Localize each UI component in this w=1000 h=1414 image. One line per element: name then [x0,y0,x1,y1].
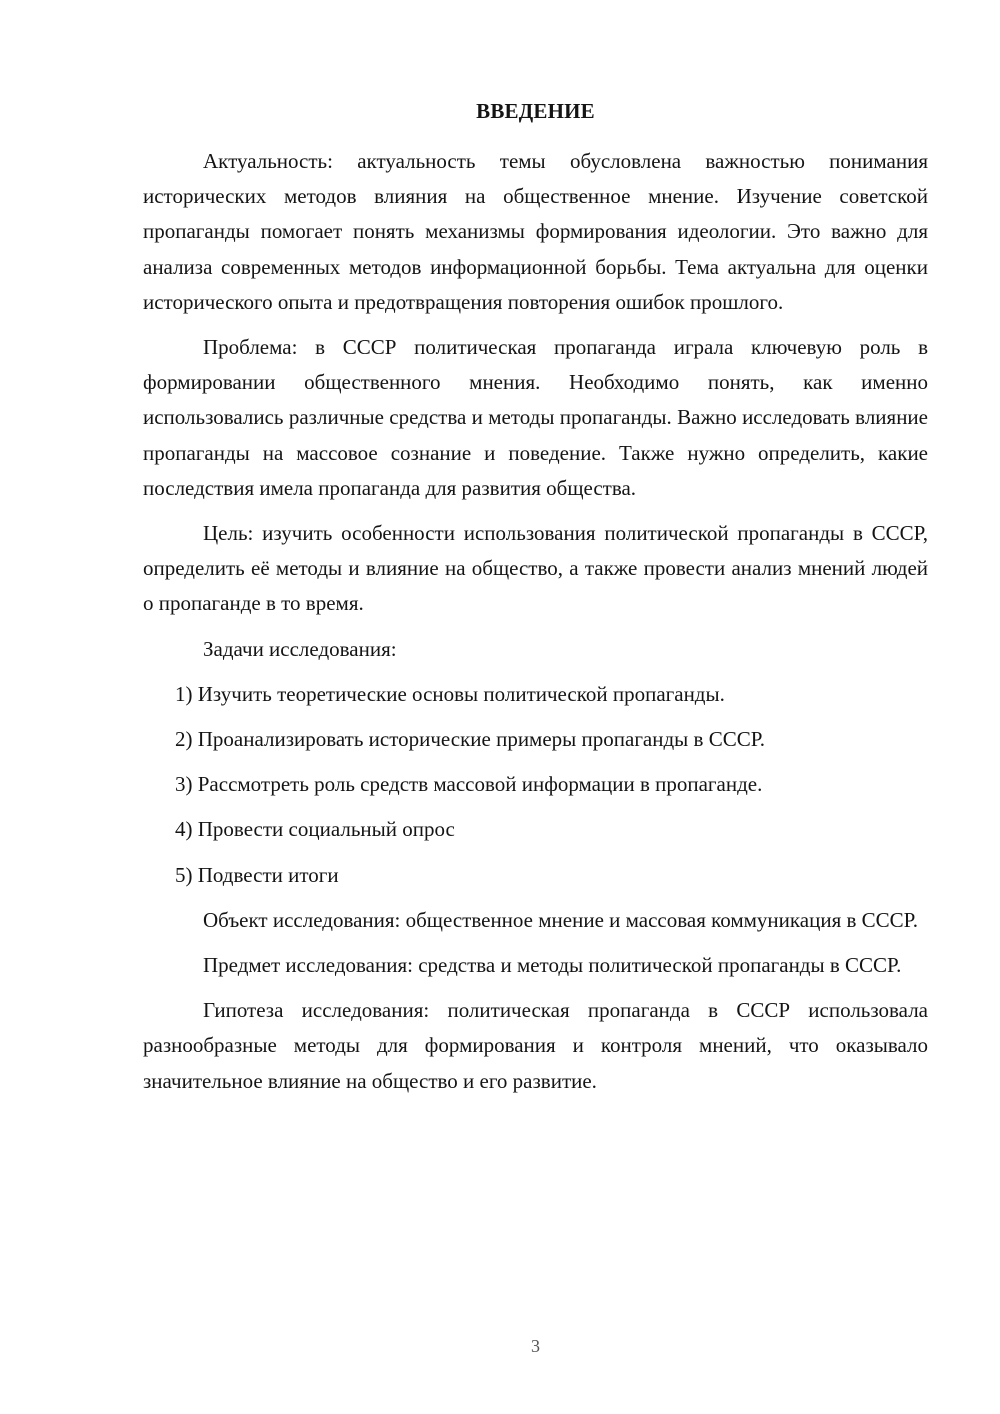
list-item: 4) Провести социальный опрос [175,817,455,842]
list-item: 3) Рассмотреть роль средств массовой информации в пропаганде. [175,772,763,797]
paragraph-problem: Проблема: в СССР политическая пропаганда играла ключевую роль в формировании общественного мнения. Необходимо понять, как именно использовались различные средства и методы пропаганды. Важно исследовать влияние пропаганды на массовое сознание и поведение. Также нужно определить, какие последствия имела пропаганда для развития общества. [143,335,928,500]
list-item: 5) Подвести итоги [175,862,339,887]
list-item: 2) Проанализировать исторические примеры пропаганды в СССР. [175,727,766,752]
paragraph-relevance: Актуальность: актуальность темы обусловлена важностью понимания исторических методов влияния на общественное мнение. Изучение советской пропаганды помогает понять механизмы формирования идеологии. Это важно для анализа современных методов информационной борьбы. Тема актуальна для оценки исторического опыта и предотвращения повторения ошибок прошлого. [143,149,928,314]
document-body [143,144,928,1109]
paragraph-goal: Цель: изучить особенности использования политической пропаганды в СССР, определить её методы и влияние на общество, а также провести анализ мнений людей о пропаганде в то время. [143,521,928,616]
paragraph-subject: Предмет исследования: средства и методы политической пропаганды в СССР. [203,953,902,978]
tasks-heading: Задачи исследования: [203,636,397,661]
paragraph-object: Объект исследования: общественное мнение и массовая коммуникация в СССР. [203,907,918,932]
paragraph-hypothesis: Гипотеза исследования: политическая пропаганда в СССР использовала разнообразные методы для формирования и контроля мнений, что оказывало значительное влияние на общество и его развитие. [143,998,928,1093]
tasks-list [143,677,928,893]
list-item: 1) Изучить теоретические основы политической пропаганды. [175,681,725,706]
page-number: 3 [531,1336,540,1356]
page-title: ВВЕДЕНИЕ [476,99,595,123]
